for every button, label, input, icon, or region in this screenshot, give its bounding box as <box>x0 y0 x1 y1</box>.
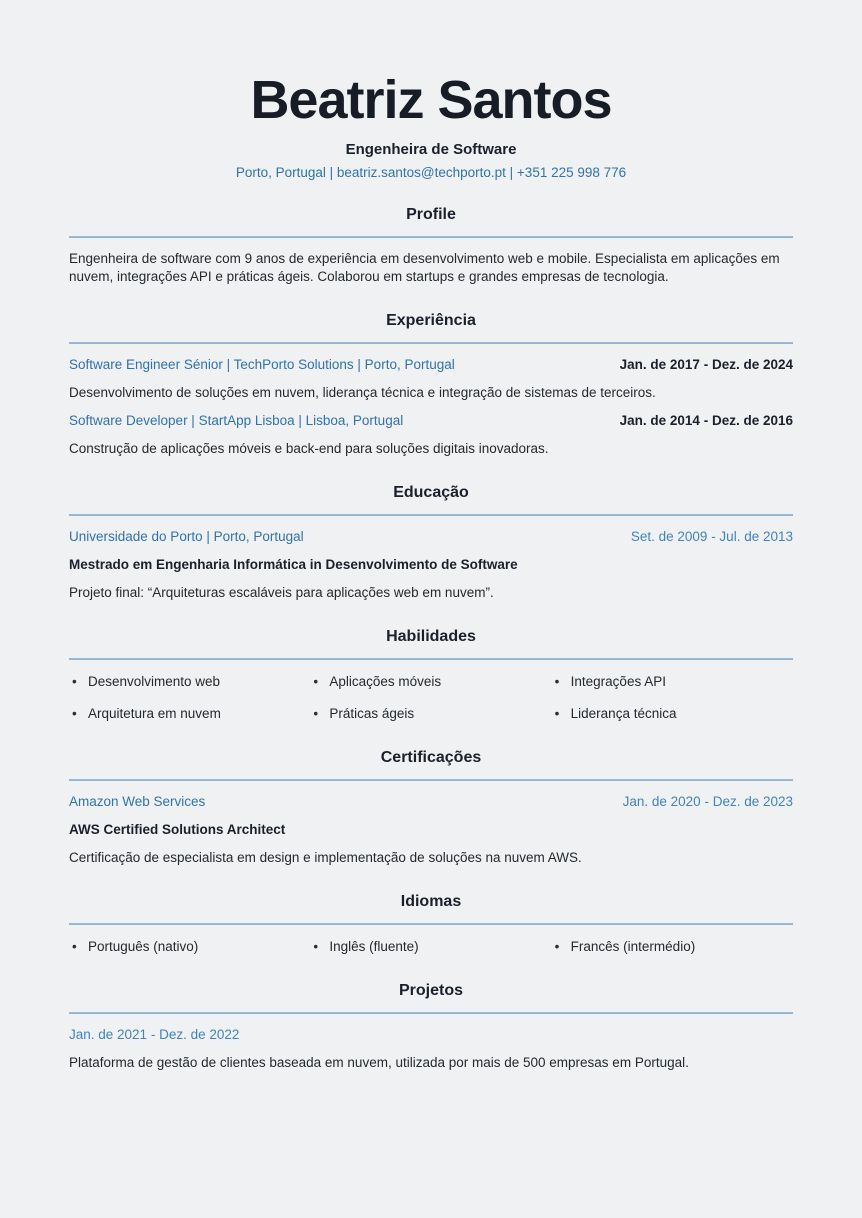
certification-dates: Jan. de 2020 - Dez. de 2023 <box>622 794 793 809</box>
experience-entry-title: Software Engineer Sénior | TechPorto Solutions | Porto, Portugal <box>69 357 455 372</box>
section-projects <box>69 981 793 1072</box>
resume-header <box>69 72 793 180</box>
certification-name: AWS Certified Solutions Architect <box>69 822 286 837</box>
section-divider <box>69 514 793 516</box>
education-degree: Mestrado em Engenharia Informática in Desenvolvimento de Software <box>69 557 518 572</box>
language-label: Inglês (fluente) <box>329 939 419 954</box>
language-item <box>69 938 310 956</box>
education-institution: Universidade do Porto | Porto, Portugal <box>69 529 304 544</box>
certification-issuer: Amazon Web Services <box>69 794 206 809</box>
languages-list <box>69 938 793 956</box>
language-item <box>310 938 551 956</box>
section-languages <box>69 892 793 956</box>
profile-heading: Profile <box>406 206 456 223</box>
section-divider <box>69 1012 793 1014</box>
education-entry-head <box>69 528 793 546</box>
bullet-icon: • <box>72 939 77 954</box>
skills-heading: Habilidades <box>386 628 476 645</box>
languages-heading: Idiomas <box>400 893 462 910</box>
profile-text: Engenheira de software com 9 anos de experiência em desenvolvimento web e mobile. Especialista em aplicações em nuvem, integrações API e práticas ágeis. Colaborou em startups e grandes empresas de tecnologia. <box>69 251 780 284</box>
certification-entry-head <box>69 793 793 811</box>
experience-entry-head <box>69 412 793 430</box>
bullet-icon: • <box>313 939 319 954</box>
skill-label: Integrações API <box>570 674 666 689</box>
education-heading: Educação <box>393 484 469 501</box>
projects-heading: Projetos <box>398 982 463 999</box>
skill-label: Aplicações móveis <box>329 674 442 689</box>
skill-item <box>69 673 310 691</box>
section-divider <box>69 779 793 781</box>
experience-entry-title: Software Developer | StartApp Lisboa | Lisboa, Portugal <box>69 413 404 428</box>
experience-entry-dates: Jan. de 2017 - Dez. de 2024 <box>619 357 793 372</box>
skill-label: Práticas ágeis <box>329 706 415 721</box>
language-item <box>552 938 793 956</box>
section-divider <box>69 658 793 660</box>
skill-label: Desenvolvimento web <box>88 674 221 689</box>
bullet-icon: • <box>313 674 319 689</box>
section-profile <box>69 205 793 286</box>
skill-item <box>69 705 310 723</box>
section-divider <box>69 236 793 238</box>
experience-entry-description: Desenvolvimento de soluções em nuvem, liderança técnica e integração de sistemas de terceiros. <box>69 385 656 400</box>
bullet-icon: • <box>554 939 560 954</box>
experience-heading: Experiência <box>386 312 476 329</box>
experience-entry-dates: Jan. de 2014 - Dez. de 2016 <box>619 413 793 428</box>
language-label: Francês (intermédio) <box>570 939 696 954</box>
skill-item <box>552 673 793 691</box>
bullet-icon: • <box>554 674 560 689</box>
experience-entry-description: Construção de aplicações móveis e back-end para soluções digitais inovadoras. <box>69 441 549 456</box>
skill-item <box>310 673 551 691</box>
education-entry <box>69 528 793 602</box>
certifications-heading: Certificações <box>380 749 482 766</box>
experience-entry <box>69 412 793 458</box>
skill-label: Liderança técnica <box>570 706 677 721</box>
project-entry <box>69 1026 793 1072</box>
section-divider <box>69 342 793 344</box>
project-description: Plataforma de gestão de clientes baseada em nuvem, utilizada por mais de 500 empresas em Portugal. <box>69 1055 689 1070</box>
section-skills <box>69 627 793 723</box>
language-label: Português (nativo) <box>88 939 199 954</box>
certification-description: Certificação de especialista em design e implementação de soluções na nuvem AWS. <box>69 850 582 865</box>
education-dates: Set. de 2009 - Jul. de 2013 <box>630 529 793 544</box>
skills-list <box>69 673 793 723</box>
education-details: Projeto final: “Arquiteturas escaláveis para aplicações web em nuvem”. <box>69 585 494 600</box>
section-divider <box>69 923 793 925</box>
bullet-icon: • <box>554 706 560 721</box>
section-certifications <box>69 748 793 867</box>
skill-label: Arquitetura em nuvem <box>88 706 221 721</box>
skill-item <box>552 705 793 723</box>
experience-list <box>69 356 793 458</box>
bullet-icon: • <box>72 706 77 721</box>
candidate-title: Engenheira de Software <box>345 141 517 158</box>
bullet-icon: • <box>72 674 77 689</box>
project-dates: Jan. de 2021 - Dez. de 2022 <box>69 1027 240 1042</box>
section-experience <box>69 311 793 458</box>
bullet-icon: • <box>313 706 319 721</box>
experience-entry <box>69 356 793 402</box>
candidate-name: Beatriz Santos <box>250 70 612 130</box>
experience-entry-head <box>69 356 793 374</box>
certification-entry <box>69 793 793 867</box>
section-education <box>69 483 793 602</box>
contact-line[interactable]: Porto, Portugal | beatriz.santos@techporto.pt | +351 225 998 776 <box>235 165 627 180</box>
skill-item <box>310 705 551 723</box>
